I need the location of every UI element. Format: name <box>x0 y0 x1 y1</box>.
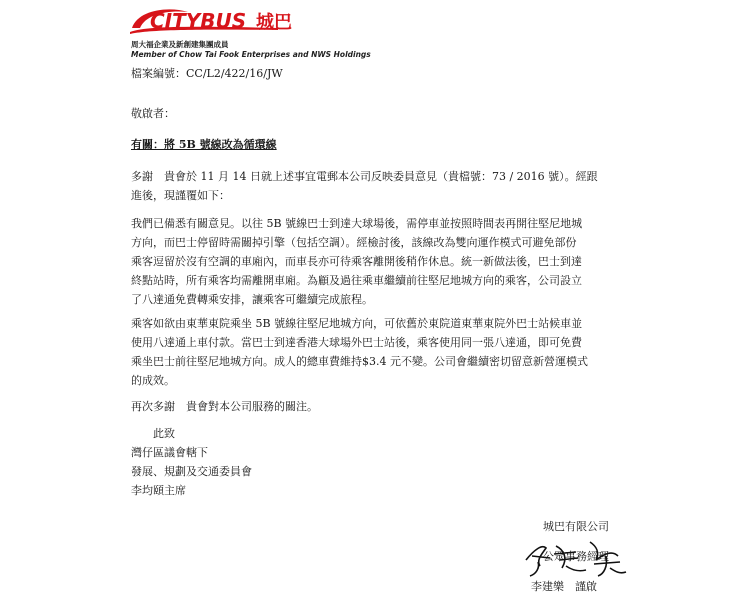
logo-wordmark-en: CITYBUS <box>150 9 247 33</box>
paragraph-line: 乘客如欲由東華東院乘坐 5B 號線往堅尼地城方向，可依舊於東院道東華東院外巴士站候車並 <box>131 317 583 330</box>
paragraph-line: 我們已備悉有關意見。以往 5B 號線巴士到達大球場後，需停車並按照時間表再開往堅尼地城 <box>131 217 583 230</box>
salutation: 敬啟者： <box>131 107 175 120</box>
paragraph-line: 多謝 貴會於 11 月 14 日就上述事宜電郵本公司反映委員意見（貴檔號：73 / 2016 號）。經跟 <box>131 170 598 183</box>
paragraph-intro <box>131 167 619 205</box>
addressee-line: 李均頤主席 <box>131 484 186 497</box>
sender-signoff: 李建樂 謹啟 <box>531 580 597 593</box>
logo-subtitle <box>131 40 371 60</box>
paragraph-line: 的成效。 <box>131 374 175 387</box>
file-reference: 檔案編號：CC/L2/422/16/JW <box>131 67 283 80</box>
citybus-logo-mark <box>128 6 308 36</box>
paragraph-line: 方向，而巴士停留時需關掉引擎（包括空調）。經檢討後，該線改為雙向運作模式可避免部份 <box>131 236 577 249</box>
subject-line: 有關：將 5B 號線改為循環線 <box>131 138 277 151</box>
paragraph-fare-arrangement <box>131 314 619 390</box>
paragraph-line: 乘客逗留於沒有空調的車廂內，而車長亦可待乘客離開後稍作休息。統一新做法後，巴士到達 <box>131 255 582 268</box>
handwritten-signature <box>520 536 630 582</box>
paragraph-line: 乘坐巴士前往堅尼地城方向。成人的總車費維持$3.4 元不變。公司會繼續密切留意新營運模式 <box>131 355 588 368</box>
closing-thanks: 再次多謝 貴會對本公司服務的關注。 <box>131 400 318 413</box>
paragraph-line: 使用八達通上車付款。當巴士到達香港大球場外巴士站後，乘客使用同一張八達通，即可免費 <box>131 336 582 349</box>
sender-company: 城巴有限公司 <box>543 520 609 533</box>
paragraph-line: 了八達通免費轉乘安排，讓乘客可繼續完成旅程。 <box>131 293 373 306</box>
sender-title: 公眾事務經理 <box>543 550 609 563</box>
addressee-block <box>131 424 252 500</box>
addressee-line: 灣仔區議會轄下 <box>131 446 208 459</box>
addressee-line: 發展、規劃及交通委員會 <box>131 465 252 478</box>
logo-subtitle-zh: 周大福企業及新創建集團成員 <box>131 40 229 49</box>
paragraph-background <box>131 214 619 309</box>
paragraph-line: 進後，現謹覆如下： <box>131 189 230 202</box>
addressee-line: 此致 <box>131 427 175 440</box>
logo-wordmark-zh: 城巴 <box>256 12 292 33</box>
citybus-logo <box>128 6 308 36</box>
logo-subtitle-en: Member of Chow Tai Fook Enterprises and NWS Holdings <box>131 50 371 59</box>
paragraph-line: 終點站時，所有乘客均需離開車廂。為顧及過往乘車繼續前往堅尼地城方向的乘客，公司設立 <box>131 274 582 287</box>
signature-mark <box>520 536 630 578</box>
